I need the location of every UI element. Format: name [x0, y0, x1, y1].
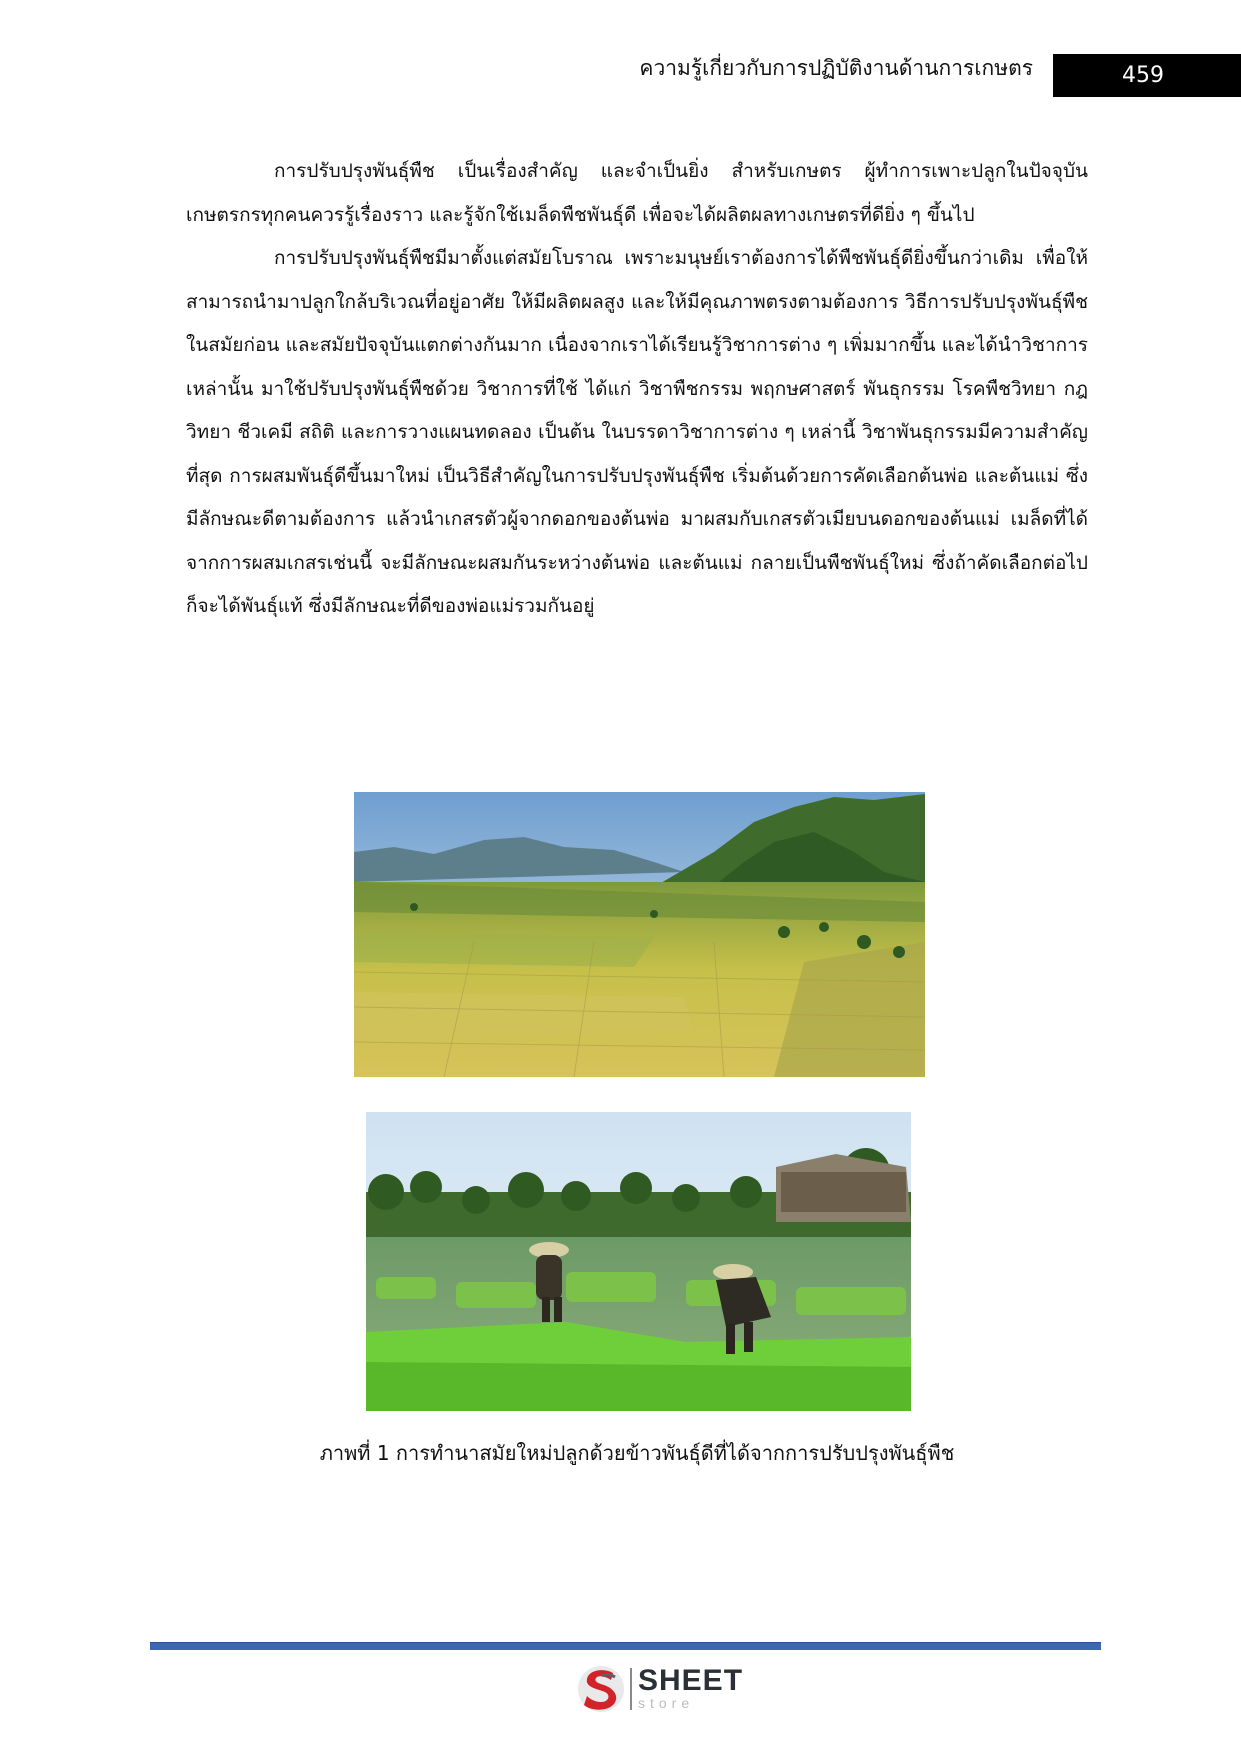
sheet-store-logo-mark-icon: [575, 1664, 627, 1714]
logo-word: SHEET: [638, 1664, 744, 1697]
page-number: 459: [1122, 63, 1164, 88]
sheet-store-logo: [575, 1664, 745, 1718]
figure-caption: ภาพที่ 1 การทำนาสมัยใหม่ปลูกด้วยข้าวพันธุ์ดีที่ได้จากการปรับปรุงพันธุ์พืช: [319, 1441, 955, 1465]
paragraph-2: การปรับปรุงพันธุ์พืชมีมาตั้งแต่สมัยโบราณ เพราะมนุษย์เราต้องการได้พืชพันธุ์ดียิ่งขึ้นกว่าเดิม เพื่อให้สามารถนำมาปลูกใกล้บริเวณที่อยู่อาศัย ให้มีผลิตผลสูง และให้มีคุณภาพตรงตามต้องการ วิธีการปรับปรุงพันธุ์พืชในสมัยก่อน และสมัยปัจจุบันแตกต่างกันมาก เนื่องจากเราได้เรียนรู้วิชาการต่าง ๆ เพิ่มมากขึ้น และได้นำวิชาการเหล่านั้น มาใช้ปรับปรุงพันธุ์พืชด้วย วิชาการที่ใช้ ได้แก่ วิชาพืชกรรม พฤกษศาสตร์ พันธุกรรม โรคพืชวิทยา กฎวิทยา ชีวเคมี สถิติ และการวางแผนทดลอง เป็นต้น ในบรรดาวิชาการต่าง ๆ เหล่านี้ วิชาพันธุกรรมมีความสำคัญที่สุด การผสมพันธุ์ดีขึ้นมาใหม่ เป็นวิธีสำคัญในการปรับปรุงพันธุ์พืช เริ่มต้นด้วยการคัดเลือกต้นพ่อ และต้นแม่ ซึ่งมีลักษณะดีตามต้องการ แล้วนำเกสรตัวผู้จากดอกของต้นพ่อ มาผสมกับเกสรตัวเมียบนดอกของต้นแม่ เมล็ดที่ได้จากการผสมเกสรเช่นนี้ จะมีลักษณะผสมกันระหว่างต้นพ่อ และต้นแม่ กลายเป็นพืชพันธุ์ใหม่ ซึ่งถ้าคัดเลือกต่อไป ก็จะได้พันธุ์แท้ ซึ่งมีลักษณะที่ดีของพ่อแม่รวมกันอยู่: [186, 247, 1088, 617]
running-header-title: ความรู้เกี่ยวกับการปฏิบัติงานด้านการเกษตร: [639, 56, 1033, 80]
landscape-rice-field-photo: [354, 792, 925, 1077]
logo-divider: [630, 1668, 632, 1710]
paragraph-1: การปรับปรุงพันธุ์พืช เป็นเรื่องสำคัญ และจำเป็นยิ่ง สำหรับเกษตร ผู้ทำการเพาะปลูกในปัจจุบัน เกษตรกรทุกคนควรรู้เรื่องราว และรู้จักใช้เมล็ดพืชพันธุ์ดี เพื่อจะได้ผลิตผลทางเกษตรที่ดียิ่ง ๆ ขึ้นไป: [186, 160, 1088, 226]
body-text: [186, 150, 1088, 629]
logo-text: [638, 1664, 743, 1710]
logo-sub: store: [638, 1695, 695, 1711]
footer-rule: [150, 1642, 1101, 1650]
page-number-badge: [1053, 54, 1241, 97]
farmers-planting-rice-photo: [366, 1112, 911, 1411]
